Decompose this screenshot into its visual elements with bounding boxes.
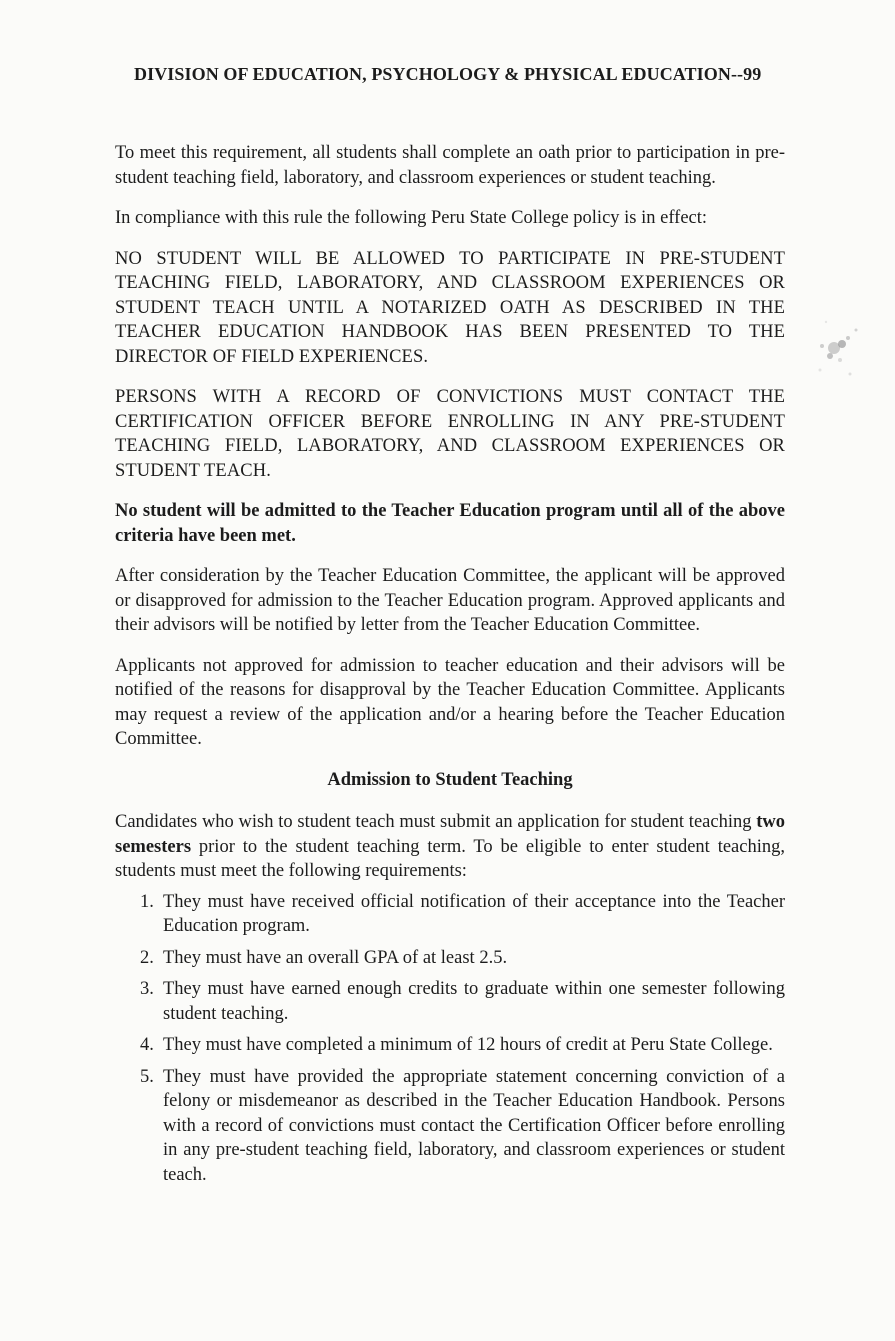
- requirement-item: [115, 890, 785, 939]
- requirement-text: They must have completed a minimum of 12 hours of credit at Peru State College.: [163, 1035, 773, 1055]
- section-heading: Admission to Student Teaching: [327, 769, 573, 790]
- section-intro-part1: Candidates who wish to student teach must submit an application for student teaching: [115, 812, 757, 832]
- paragraph-not-approved: Applicants not approved for admission to teacher education and their advisors will be notified of the reasons for disapproval by the Teacher Education Committee. Applicants may request a review of the application and/or a hearing before the Teacher Education Committee.: [115, 655, 785, 749]
- page-header: DIVISION OF EDUCATION, PSYCHOLOGY & PHYSICAL EDUCATION--99: [134, 64, 762, 84]
- requirement-item: [115, 1033, 785, 1058]
- requirement-text: They must have earned enough credits to graduate within one semester following student teaching.: [163, 979, 785, 1024]
- paragraph-convictions-policy: PERSONS WITH A RECORD OF CONVICTIONS MUST CONTACT THE CERTIFICATION OFFICER BEFORE ENROLLING IN ANY PRE-STUDENT TEACHING FIELD, LABORATORY, AND CLASSROOM EXPERIENCES OR STUDENT TEACH.: [115, 387, 785, 481]
- page-content: [115, 141, 785, 1194]
- requirement-item: [115, 977, 785, 1026]
- paragraph-notarized-oath-policy: NO STUDENT WILL BE ALLOWED TO PARTICIPATE IN PRE-STUDENT TEACHING FIELD, LABORATORY, AND CLASSROOM EXPERIENCES OR STUDENT TEACH UNTIL A NOTARIZED OATH AS DESCRIBED IN THE TEACHER EDUCATION HANDBOOK HAS BEEN PRESENTED TO THE DIRECTOR OF FIELD EXPERIENCES.: [115, 248, 785, 367]
- paragraph-oath-requirement: To meet this requirement, all students shall complete an oath prior to participation in pre-student teaching field, laboratory, and classroom experiences or student teaching.: [115, 143, 785, 188]
- requirement-text: They must have an overall GPA of at least 2.5.: [163, 947, 508, 968]
- paragraph-admission-criteria: No student will be admitted to the Teacher Education program until all of the above criteria have been met.: [115, 501, 785, 546]
- requirement-number: 2.: [140, 947, 154, 968]
- requirement-number: 3.: [140, 979, 154, 999]
- requirements-list: [115, 890, 785, 1188]
- requirement-item: [115, 946, 785, 971]
- scan-smudge-mark: [812, 300, 872, 390]
- section-intro-part2: prior to the student teaching term. To be eligible to enter student teaching, students must meet the following requirements:: [115, 836, 785, 881]
- requirement-number: 1.: [140, 891, 154, 912]
- requirement-number: 4.: [140, 1035, 154, 1055]
- paragraph-compliance: In compliance with this rule the following Peru State College policy is in effect:: [115, 208, 708, 228]
- section-intro: [115, 810, 785, 884]
- paragraph-committee-consideration: After consideration by the Teacher Education Committee, the applicant will be approved or disapproved for admission to the Teacher Education program. Approved applicants and their advisors will be notified by letter from the Teacher Education Committee.: [115, 566, 785, 635]
- requirement-item: [115, 1065, 785, 1188]
- requirement-number: 5.: [140, 1066, 154, 1087]
- section-intro-bold: two semesters: [115, 812, 785, 857]
- requirement-text: They must have received official notification of their acceptance into the Teacher Education program.: [163, 891, 785, 936]
- requirement-text: They must have provided the appropriate statement concerning conviction of a felony or misdemeanor as described in the Teacher Education Handbook. Persons with a record of convictions must contact the Certification Officer before enrolling in any pre-student teaching field, laboratory, and classroom experiences or student teach.: [163, 1066, 785, 1185]
